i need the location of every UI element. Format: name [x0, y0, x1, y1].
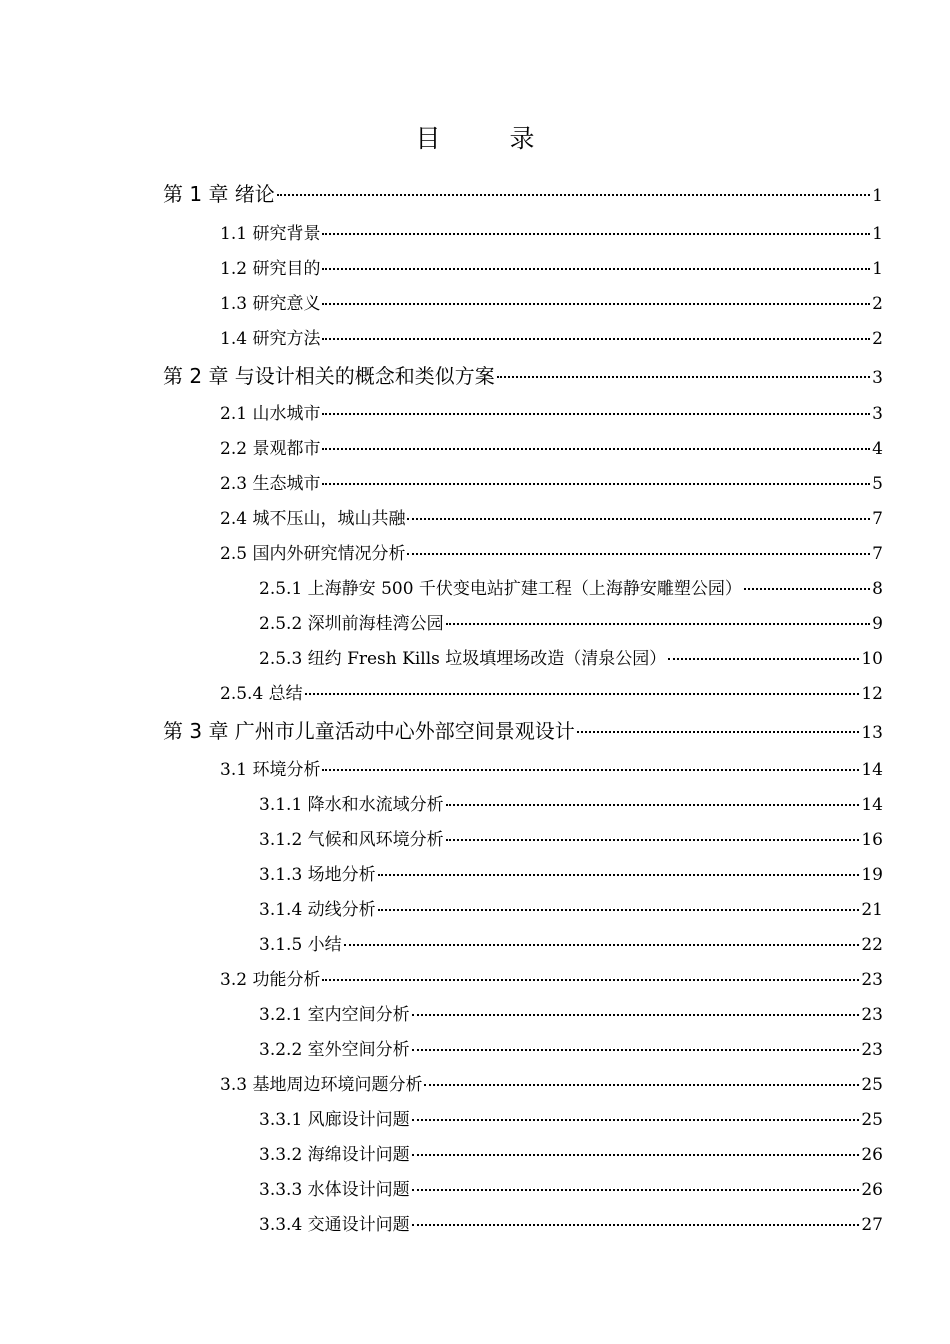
toc-entry-label: 2.5.2 深圳前海桂湾公园 — [259, 614, 444, 634]
toc-entry-page: 1 — [872, 224, 883, 244]
toc-entry-chapter-2[interactable] — [163, 360, 883, 389]
toc-entry-2-5-4[interactable] — [220, 679, 883, 704]
dot-leader — [322, 769, 859, 771]
toc-entry-page: 10 — [861, 649, 883, 669]
toc-entry-label: 2.5 国内外研究情况分析 — [220, 544, 406, 564]
toc-entry-3-2[interactable] — [220, 965, 883, 990]
toc-entry-label: 1.1 研究背景 — [220, 224, 321, 244]
toc-entry-label: 2.5.4 总结 — [220, 684, 303, 704]
dot-leader — [322, 413, 870, 415]
dot-leader — [446, 839, 860, 841]
dot-leader — [412, 1049, 860, 1051]
toc-entry-page: 26 — [861, 1180, 883, 1200]
toc-entry-2-5-2[interactable] — [259, 609, 883, 634]
toc-entry-page: 1 — [872, 186, 883, 206]
toc-entry-label: 2.2 景观都市 — [220, 439, 321, 459]
toc-entry-label: 1.4 研究方法 — [220, 329, 321, 349]
toc-entry-page: 14 — [861, 760, 883, 780]
toc-entry-label: 3.1.5 小结 — [259, 935, 342, 955]
toc-entry-page: 9 — [872, 614, 883, 634]
toc-entry-page: 4 — [872, 439, 883, 459]
toc-entry-page: 19 — [861, 865, 883, 885]
dot-leader — [322, 268, 870, 270]
toc-entry-3-2-2[interactable] — [259, 1035, 883, 1060]
dot-leader — [668, 658, 859, 660]
toc-entry-2-5-3[interactable] — [259, 644, 883, 669]
dot-leader — [412, 1224, 860, 1226]
toc-entry-label: 3.2.2 室外空间分析 — [259, 1040, 410, 1060]
toc-entry-page: 23 — [861, 1005, 883, 1025]
toc-entry-page: 23 — [861, 970, 883, 990]
toc-entry-page: 26 — [861, 1145, 883, 1165]
toc-entry-3-3-2[interactable] — [259, 1140, 883, 1165]
dot-leader — [322, 979, 859, 981]
toc-entry-2-2[interactable] — [220, 434, 883, 459]
toc-entry-label: 3.2.1 室内空间分析 — [259, 1005, 410, 1025]
dot-leader — [344, 944, 860, 946]
dot-leader — [412, 1119, 860, 1121]
toc-entry-3-1[interactable] — [220, 755, 883, 780]
dot-leader — [322, 338, 870, 340]
toc-entry-label: 第 1 章 绪论 — [163, 182, 275, 206]
toc-entry-label: 3.1 环境分析 — [220, 760, 321, 780]
toc-entry-label: 3.3.1 风廊设计问题 — [259, 1110, 410, 1130]
toc-entry-3-1-2[interactable] — [259, 825, 883, 850]
toc-entry-chapter-1[interactable] — [163, 178, 883, 207]
toc-entry-2-3[interactable] — [220, 469, 883, 494]
toc-entry-label: 2.1 山水城市 — [220, 404, 321, 424]
toc-entry-1-2[interactable] — [220, 254, 883, 279]
toc-entry-1-3[interactable] — [220, 289, 883, 314]
toc-entry-label: 3.1.2 气候和风环境分析 — [259, 830, 444, 850]
toc-entry-page: 25 — [861, 1110, 883, 1130]
toc-entry-label: 3.3.3 水体设计问题 — [259, 1180, 410, 1200]
toc-entry-label: 3.1.3 场地分析 — [259, 865, 376, 885]
dot-leader — [277, 194, 870, 196]
dot-leader — [407, 518, 870, 520]
toc-entry-2-5-1[interactable] — [259, 574, 883, 599]
toc-entry-3-1-1[interactable] — [259, 790, 883, 815]
dot-leader — [305, 693, 860, 695]
toc-entry-label: 3.3.2 海绵设计问题 — [259, 1145, 410, 1165]
toc-entry-label: 3.1.4 动线分析 — [259, 900, 376, 920]
toc-entry-page: 8 — [872, 579, 883, 599]
toc-entry-page: 27 — [861, 1215, 883, 1235]
toc-entry-label: 1.3 研究意义 — [220, 294, 321, 314]
toc-entry-label: 3.1.1 降水和水流域分析 — [259, 795, 444, 815]
toc-entry-3-1-3[interactable] — [259, 860, 883, 885]
dot-leader — [446, 804, 860, 806]
toc-entry-2-4[interactable] — [220, 504, 883, 529]
dot-leader — [378, 909, 860, 911]
toc-entry-3-2-1[interactable] — [259, 1000, 883, 1025]
toc-entry-page: 25 — [861, 1075, 883, 1095]
toc-entry-chapter-3[interactable] — [163, 715, 883, 744]
toc-entry-label: 第 3 章 广州市儿童活动中心外部空间景观设计 — [163, 719, 575, 743]
toc-entry-page: 1 — [872, 259, 883, 279]
toc-entry-label: 第 2 章 与设计相关的概念和类似方案 — [163, 364, 495, 388]
toc-entry-label: 2.4 城不压山，城山共融 — [220, 509, 406, 529]
toc-entry-page: 2 — [872, 294, 883, 314]
toc-entry-label: 1.2 研究目的 — [220, 259, 321, 279]
toc-entry-label: 3.3 基地周边环境问题分析 — [220, 1075, 423, 1095]
toc-entry-2-5[interactable] — [220, 539, 883, 564]
toc-entry-label: 3.2 功能分析 — [220, 970, 321, 990]
toc-entry-page: 7 — [872, 544, 883, 564]
toc-entry-3-3-1[interactable] — [259, 1105, 883, 1130]
toc-entry-page: 5 — [872, 474, 883, 494]
toc-entry-label: 2.5.1 上海静安 500 千伏变电站扩建工程（上海静安雕塑公园） — [259, 579, 742, 599]
dot-leader — [322, 483, 870, 485]
toc-entry-3-3-4[interactable] — [259, 1210, 883, 1235]
toc-entry-page: 7 — [872, 509, 883, 529]
toc-entry-page: 3 — [872, 404, 883, 424]
toc-entry-page: 3 — [872, 368, 883, 388]
dot-leader — [322, 448, 870, 450]
dot-leader — [412, 1154, 860, 1156]
toc-entry-1-1[interactable] — [220, 219, 883, 244]
toc-entry-2-1[interactable] — [220, 399, 883, 424]
toc-entry-page: 23 — [861, 1040, 883, 1060]
toc-entry-page: 13 — [861, 723, 883, 743]
dot-leader — [424, 1084, 859, 1086]
dot-leader — [322, 233, 870, 235]
toc-entry-page: 21 — [861, 900, 883, 920]
dot-leader — [407, 553, 870, 555]
dot-leader — [577, 731, 860, 733]
toc-entry-3-3-3[interactable] — [259, 1175, 883, 1200]
page-title: 目 录 — [415, 124, 557, 153]
dot-leader — [322, 303, 870, 305]
dot-leader — [378, 874, 860, 876]
toc-entry-3-1-4[interactable] — [259, 895, 883, 920]
toc-entry-page: 12 — [861, 684, 883, 704]
toc-entry-page: 14 — [861, 795, 883, 815]
toc-entry-page: 16 — [861, 830, 883, 850]
toc-entry-1-4[interactable] — [220, 324, 883, 349]
dot-leader — [744, 588, 870, 590]
dot-leader — [446, 623, 871, 625]
dot-leader — [412, 1014, 860, 1016]
dot-leader — [412, 1189, 860, 1191]
toc-entry-page: 22 — [861, 935, 883, 955]
toc-entry-label: 2.3 生态城市 — [220, 474, 321, 494]
toc-entry-page: 2 — [872, 329, 883, 349]
toc-entry-label: 2.5.3 纽约 Fresh Kills 垃圾填埋场改造（清泉公园） — [259, 649, 667, 669]
toc-entry-3-3[interactable] — [220, 1070, 883, 1095]
dot-leader — [497, 376, 870, 378]
toc-entry-3-1-5[interactable] — [259, 930, 883, 955]
toc-entry-label: 3.3.4 交通设计问题 — [259, 1215, 410, 1235]
